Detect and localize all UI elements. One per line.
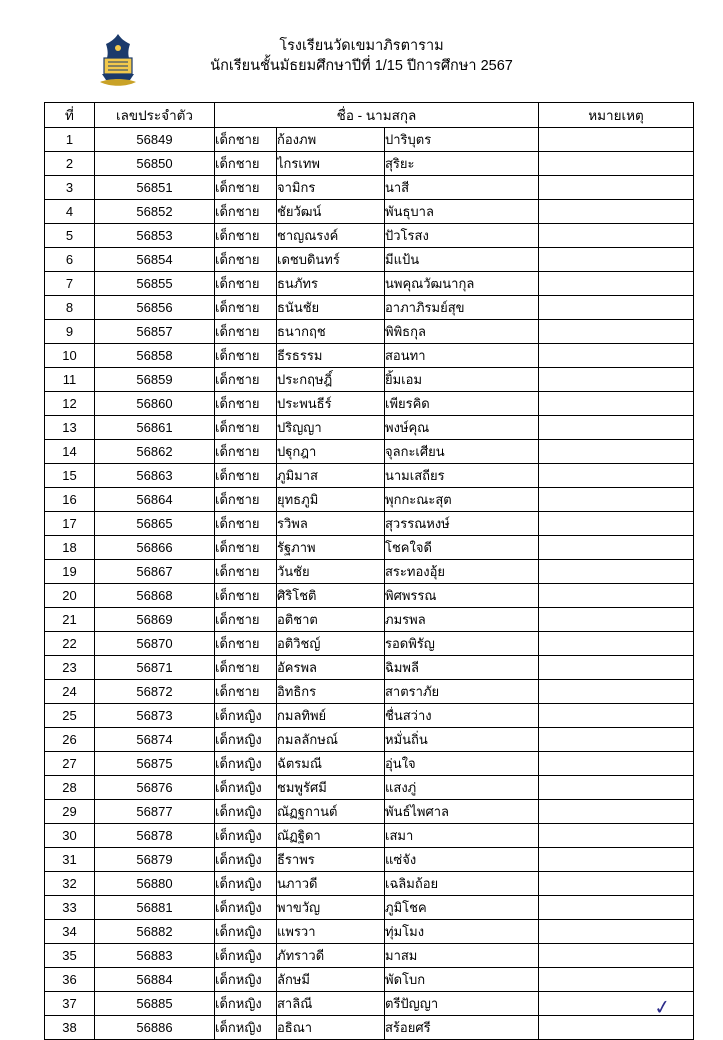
- table-row: [45, 368, 694, 392]
- cell-last-name: นาสี: [385, 176, 539, 200]
- cell-first-name: ณัฏฐกานต์: [277, 800, 385, 824]
- cell-first-name: ก้องภพ: [277, 128, 385, 152]
- cell-last-name: พันธุบาล: [385, 200, 539, 224]
- cell-last-name: แซ่จัง: [385, 848, 539, 872]
- cell-no: 23: [45, 656, 95, 680]
- table-row: [45, 776, 694, 800]
- cell-first-name: อิทธิกร: [277, 680, 385, 704]
- cell-last-name: พงษ์คุณ: [385, 416, 539, 440]
- cell-no: 24: [45, 680, 95, 704]
- cell-note: [539, 872, 694, 896]
- cell-first-name: ณัฏฐิดา: [277, 824, 385, 848]
- cell-no: 30: [45, 824, 95, 848]
- cell-note: [539, 512, 694, 536]
- cell-first-name: รวิพล: [277, 512, 385, 536]
- cell-first-name: อติชาต: [277, 608, 385, 632]
- cell-note: [539, 440, 694, 464]
- table-row: [45, 584, 694, 608]
- cell-title: เด็กชาย: [215, 128, 277, 152]
- cell-student-id: 56867: [95, 560, 215, 584]
- cell-no: 13: [45, 416, 95, 440]
- cell-title: เด็กชาย: [215, 464, 277, 488]
- cell-student-id: 56860: [95, 392, 215, 416]
- table-row: [45, 968, 694, 992]
- table-row: [45, 248, 694, 272]
- cell-no: 10: [45, 344, 95, 368]
- cell-no: 29: [45, 800, 95, 824]
- cell-title: เด็กหญิง: [215, 704, 277, 728]
- cell-note: [539, 920, 694, 944]
- cell-student-id: 56850: [95, 152, 215, 176]
- cell-title: เด็กชาย: [215, 584, 277, 608]
- cell-no: 20: [45, 584, 95, 608]
- cell-student-id: 56879: [95, 848, 215, 872]
- table-row: [45, 224, 694, 248]
- table-row: [45, 128, 694, 152]
- table-row: [45, 392, 694, 416]
- school-crest-icon: [96, 32, 140, 88]
- cell-no: 35: [45, 944, 95, 968]
- cell-last-name: สอนทา: [385, 344, 539, 368]
- table-header-row: [45, 103, 694, 128]
- cell-last-name: ภมรพล: [385, 608, 539, 632]
- cell-first-name: ชาญณรงค์: [277, 224, 385, 248]
- cell-note: [539, 272, 694, 296]
- cell-student-id: 56864: [95, 488, 215, 512]
- table-row: [45, 848, 694, 872]
- table-row: [45, 872, 694, 896]
- cell-note: [539, 128, 694, 152]
- cell-student-id: 56873: [95, 704, 215, 728]
- cell-student-id: 56857: [95, 320, 215, 344]
- table-row: [45, 416, 694, 440]
- cell-student-id: 56856: [95, 296, 215, 320]
- cell-no: 33: [45, 896, 95, 920]
- cell-last-name: สาตราภัย: [385, 680, 539, 704]
- cell-student-id: 56849: [95, 128, 215, 152]
- cell-note: [539, 560, 694, 584]
- cell-first-name: กมลทิพย์: [277, 704, 385, 728]
- cell-student-id: 56875: [95, 752, 215, 776]
- cell-student-id: 56883: [95, 944, 215, 968]
- cell-first-name: ธีราพร: [277, 848, 385, 872]
- table-row: [45, 320, 694, 344]
- cell-last-name: พุกกะณะสุต: [385, 488, 539, 512]
- cell-student-id: 56854: [95, 248, 215, 272]
- cell-no: 22: [45, 632, 95, 656]
- cell-title: เด็กหญิง: [215, 728, 277, 752]
- cell-last-name: โชคใจดี: [385, 536, 539, 560]
- cell-note: [539, 728, 694, 752]
- table-row: [45, 896, 694, 920]
- cell-student-id: 56871: [95, 656, 215, 680]
- table-row: [45, 344, 694, 368]
- cell-note: [539, 368, 694, 392]
- cell-no: 5: [45, 224, 95, 248]
- cell-student-id: 56886: [95, 1016, 215, 1040]
- cell-last-name: มาสม: [385, 944, 539, 968]
- cell-title: เด็กชาย: [215, 416, 277, 440]
- table-row: [45, 152, 694, 176]
- cell-first-name: ไกรเทพ: [277, 152, 385, 176]
- cell-title: เด็กชาย: [215, 224, 277, 248]
- cell-first-name: ประพนธีร์: [277, 392, 385, 416]
- cell-last-name: พัดโบก: [385, 968, 539, 992]
- cell-note: [539, 776, 694, 800]
- table-row: [45, 824, 694, 848]
- cell-note: [539, 152, 694, 176]
- cell-first-name: รัฐภาพ: [277, 536, 385, 560]
- cell-title: เด็กชาย: [215, 368, 277, 392]
- cell-last-name: สระทองอุ้ย: [385, 560, 539, 584]
- table-row: [45, 608, 694, 632]
- cell-no: 34: [45, 920, 95, 944]
- table-row: [45, 632, 694, 656]
- cell-note: [539, 656, 694, 680]
- cell-student-id: 56872: [95, 680, 215, 704]
- cell-no: 17: [45, 512, 95, 536]
- cell-last-name: เพียรคิด: [385, 392, 539, 416]
- cell-title: เด็กชาย: [215, 656, 277, 680]
- cell-title: เด็กหญิง: [215, 848, 277, 872]
- cell-first-name: ชมพูรัศมี: [277, 776, 385, 800]
- cell-title: เด็กชาย: [215, 512, 277, 536]
- cell-student-id: 56868: [95, 584, 215, 608]
- cell-first-name: อัครพล: [277, 656, 385, 680]
- cell-first-name: อติวิชญ์: [277, 632, 385, 656]
- cell-title: เด็กหญิง: [215, 752, 277, 776]
- cell-note: [539, 896, 694, 920]
- column-header-student-id: เลขประจำตัว: [95, 103, 215, 128]
- cell-first-name: ศิริโชติ: [277, 584, 385, 608]
- cell-last-name: นพคุณวัฒนากุล: [385, 272, 539, 296]
- table-row: [45, 728, 694, 752]
- column-header-no: ที่: [45, 103, 95, 128]
- cell-last-name: อุ่นใจ: [385, 752, 539, 776]
- cell-last-name: สุวรรณหงษ์: [385, 512, 539, 536]
- cell-no: 27: [45, 752, 95, 776]
- cell-first-name: จามิกร: [277, 176, 385, 200]
- cell-note: [539, 416, 694, 440]
- cell-student-id: 56877: [95, 800, 215, 824]
- table-row: [45, 704, 694, 728]
- cell-title: เด็กชาย: [215, 488, 277, 512]
- cell-no: 36: [45, 968, 95, 992]
- cell-last-name: หมั่นถิ่น: [385, 728, 539, 752]
- cell-first-name: ธีรธรรม: [277, 344, 385, 368]
- cell-student-id: 56880: [95, 872, 215, 896]
- cell-note: [539, 392, 694, 416]
- cell-title: เด็กชาย: [215, 272, 277, 296]
- student-roster-table: [44, 102, 694, 1040]
- cell-first-name: วันชัย: [277, 560, 385, 584]
- cell-last-name: ชื่นสว่าง: [385, 704, 539, 728]
- cell-no: 25: [45, 704, 95, 728]
- table-row: [45, 464, 694, 488]
- cell-no: 21: [45, 608, 95, 632]
- cell-no: 38: [45, 1016, 95, 1040]
- cell-note: [539, 704, 694, 728]
- cell-student-id: 56878: [95, 824, 215, 848]
- cell-first-name: ฉัตรมณี: [277, 752, 385, 776]
- cell-student-id: 56865: [95, 512, 215, 536]
- cell-note: [539, 608, 694, 632]
- cell-title: เด็กหญิง: [215, 800, 277, 824]
- cell-title: เด็กหญิง: [215, 920, 277, 944]
- cell-student-id: 56874: [95, 728, 215, 752]
- cell-first-name: ธนภัทร: [277, 272, 385, 296]
- cell-title: เด็กชาย: [215, 536, 277, 560]
- table-row: [45, 800, 694, 824]
- cell-student-id: 56855: [95, 272, 215, 296]
- cell-first-name: ธนากฤช: [277, 320, 385, 344]
- cell-no: 1: [45, 128, 95, 152]
- cell-no: 4: [45, 200, 95, 224]
- cell-first-name: เดชบดินทร์: [277, 248, 385, 272]
- cell-student-id: 56851: [95, 176, 215, 200]
- cell-first-name: นภาวดี: [277, 872, 385, 896]
- cell-no: 37: [45, 992, 95, 1016]
- cell-student-id: 56869: [95, 608, 215, 632]
- cell-first-name: กมลลักษณ์: [277, 728, 385, 752]
- table-row: [45, 752, 694, 776]
- table-row: [45, 1016, 694, 1040]
- cell-no: 9: [45, 320, 95, 344]
- cell-first-name: ยุทธภูมิ: [277, 488, 385, 512]
- cell-no: 19: [45, 560, 95, 584]
- cell-note: [539, 680, 694, 704]
- cell-student-id: 56853: [95, 224, 215, 248]
- cell-title: เด็กหญิง: [215, 992, 277, 1016]
- table-row: [45, 536, 694, 560]
- table-row: [45, 296, 694, 320]
- cell-student-id: 56884: [95, 968, 215, 992]
- cell-first-name: ภูมิมาส: [277, 464, 385, 488]
- cell-first-name: ลักษมี: [277, 968, 385, 992]
- cell-title: เด็กชาย: [215, 440, 277, 464]
- cell-last-name: รอดพิรัญ: [385, 632, 539, 656]
- cell-note: [539, 488, 694, 512]
- cell-title: เด็กชาย: [215, 200, 277, 224]
- school-name: โรงเรียนวัดเขมาภิรตาราม: [279, 38, 444, 54]
- cell-student-id: 56885: [95, 992, 215, 1016]
- cell-last-name: ปาริบุตร: [385, 128, 539, 152]
- cell-no: 7: [45, 272, 95, 296]
- cell-last-name: นามเสถียร: [385, 464, 539, 488]
- table-row: [45, 440, 694, 464]
- cell-title: เด็กชาย: [215, 560, 277, 584]
- cell-no: 26: [45, 728, 95, 752]
- table-row: [45, 176, 694, 200]
- cell-title: เด็กชาย: [215, 176, 277, 200]
- table-row: [45, 656, 694, 680]
- column-header-full-name: ชื่อ - นามสกุล: [215, 103, 539, 128]
- cell-student-id: 56881: [95, 896, 215, 920]
- cell-title: เด็กชาย: [215, 392, 277, 416]
- table-row: [45, 512, 694, 536]
- cell-title: เด็กชาย: [215, 248, 277, 272]
- cell-last-name: ทุ่มโมง: [385, 920, 539, 944]
- cell-last-name: ยิ้มเอม: [385, 368, 539, 392]
- cell-last-name: พิศพรรณ: [385, 584, 539, 608]
- cell-first-name: ปริญญา: [277, 416, 385, 440]
- cell-student-id: 56861: [95, 416, 215, 440]
- class-year-line: นักเรียนชั้นมัธยมศึกษาปีที่ 1/15 ปีการศึกษา 2567: [210, 58, 513, 74]
- cell-note: [539, 224, 694, 248]
- cell-no: 32: [45, 872, 95, 896]
- document-header: [44, 30, 679, 92]
- cell-first-name: สาลิณี: [277, 992, 385, 1016]
- table-row: [45, 200, 694, 224]
- cell-note: [539, 1016, 694, 1040]
- cell-last-name: พิพิธกุล: [385, 320, 539, 344]
- cell-title: เด็กชาย: [215, 152, 277, 176]
- cell-note: [539, 800, 694, 824]
- cell-last-name: แสงภู่: [385, 776, 539, 800]
- cell-note: [539, 536, 694, 560]
- cell-last-name: ภูมิโชค: [385, 896, 539, 920]
- cell-student-id: 56882: [95, 920, 215, 944]
- table-row: [45, 944, 694, 968]
- cell-student-id: 56866: [95, 536, 215, 560]
- table-row: [45, 488, 694, 512]
- cell-note: [539, 944, 694, 968]
- cell-note: [539, 752, 694, 776]
- table-row: [45, 680, 694, 704]
- cell-note: [539, 584, 694, 608]
- cell-first-name: ประกฤษฎิ์: [277, 368, 385, 392]
- cell-student-id: 56862: [95, 440, 215, 464]
- cell-last-name: อาภาภิรมย์สุข: [385, 296, 539, 320]
- cell-no: 2: [45, 152, 95, 176]
- cell-title: เด็กหญิง: [215, 896, 277, 920]
- cell-no: 6: [45, 248, 95, 272]
- cell-student-id: 56863: [95, 464, 215, 488]
- cell-no: 16: [45, 488, 95, 512]
- table-row: [45, 920, 694, 944]
- header-text-block: [210, 30, 513, 76]
- cell-title: เด็กชาย: [215, 632, 277, 656]
- table-row: [45, 272, 694, 296]
- cell-title: เด็กหญิง: [215, 1016, 277, 1040]
- cell-note: [539, 296, 694, 320]
- cell-first-name: ปฐุกฎา: [277, 440, 385, 464]
- cell-no: 8: [45, 296, 95, 320]
- cell-title: เด็กชาย: [215, 680, 277, 704]
- cell-first-name: อธิณา: [277, 1016, 385, 1040]
- cell-title: เด็กชาย: [215, 608, 277, 632]
- cell-title: เด็กหญิง: [215, 944, 277, 968]
- cell-last-name: เสมา: [385, 824, 539, 848]
- cell-title: เด็กหญิง: [215, 872, 277, 896]
- cell-first-name: ภัทราวดี: [277, 944, 385, 968]
- cell-last-name: ฉิมพลี: [385, 656, 539, 680]
- cell-note: [539, 176, 694, 200]
- cell-title: เด็กชาย: [215, 296, 277, 320]
- cell-no: 31: [45, 848, 95, 872]
- cell-title: เด็กหญิง: [215, 824, 277, 848]
- cell-last-name: มีแป้น: [385, 248, 539, 272]
- cell-last-name: สร้อยศรี: [385, 1016, 539, 1040]
- cell-first-name: แพรวา: [277, 920, 385, 944]
- handwritten-check-mark: ✓: [652, 995, 673, 1021]
- cell-title: เด็กหญิง: [215, 776, 277, 800]
- cell-first-name: ธนันชัย: [277, 296, 385, 320]
- cell-no: 15: [45, 464, 95, 488]
- cell-first-name: ชัยวัฒน์: [277, 200, 385, 224]
- cell-first-name: พาขวัญ: [277, 896, 385, 920]
- cell-no: 18: [45, 536, 95, 560]
- column-header-note: หมายเหตุ: [539, 103, 694, 128]
- cell-note: [539, 464, 694, 488]
- cell-note: [539, 248, 694, 272]
- cell-no: 14: [45, 440, 95, 464]
- cell-note: [539, 200, 694, 224]
- cell-no: 11: [45, 368, 95, 392]
- cell-last-name: พันธ์ไพศาล: [385, 800, 539, 824]
- cell-note: [539, 824, 694, 848]
- cell-student-id: 56852: [95, 200, 215, 224]
- cell-no: 28: [45, 776, 95, 800]
- cell-last-name: เฉลิมถ้อย: [385, 872, 539, 896]
- cell-note: [539, 848, 694, 872]
- cell-note: [539, 344, 694, 368]
- cell-last-name: จุลกะเศียน: [385, 440, 539, 464]
- cell-student-id: 56859: [95, 368, 215, 392]
- cell-title: เด็กชาย: [215, 344, 277, 368]
- cell-note: [539, 968, 694, 992]
- cell-no: 3: [45, 176, 95, 200]
- cell-student-id: 56858: [95, 344, 215, 368]
- cell-title: เด็กหญิง: [215, 968, 277, 992]
- table-row: [45, 560, 694, 584]
- cell-last-name: ตรีปัญญา: [385, 992, 539, 1016]
- cell-note: [539, 632, 694, 656]
- cell-title: เด็กชาย: [215, 320, 277, 344]
- table-row: [45, 992, 694, 1016]
- cell-last-name: ปัวโรสง: [385, 224, 539, 248]
- cell-last-name: สุริยะ: [385, 152, 539, 176]
- cell-note: [539, 320, 694, 344]
- cell-no: 12: [45, 392, 95, 416]
- cell-student-id: 56876: [95, 776, 215, 800]
- cell-student-id: 56870: [95, 632, 215, 656]
